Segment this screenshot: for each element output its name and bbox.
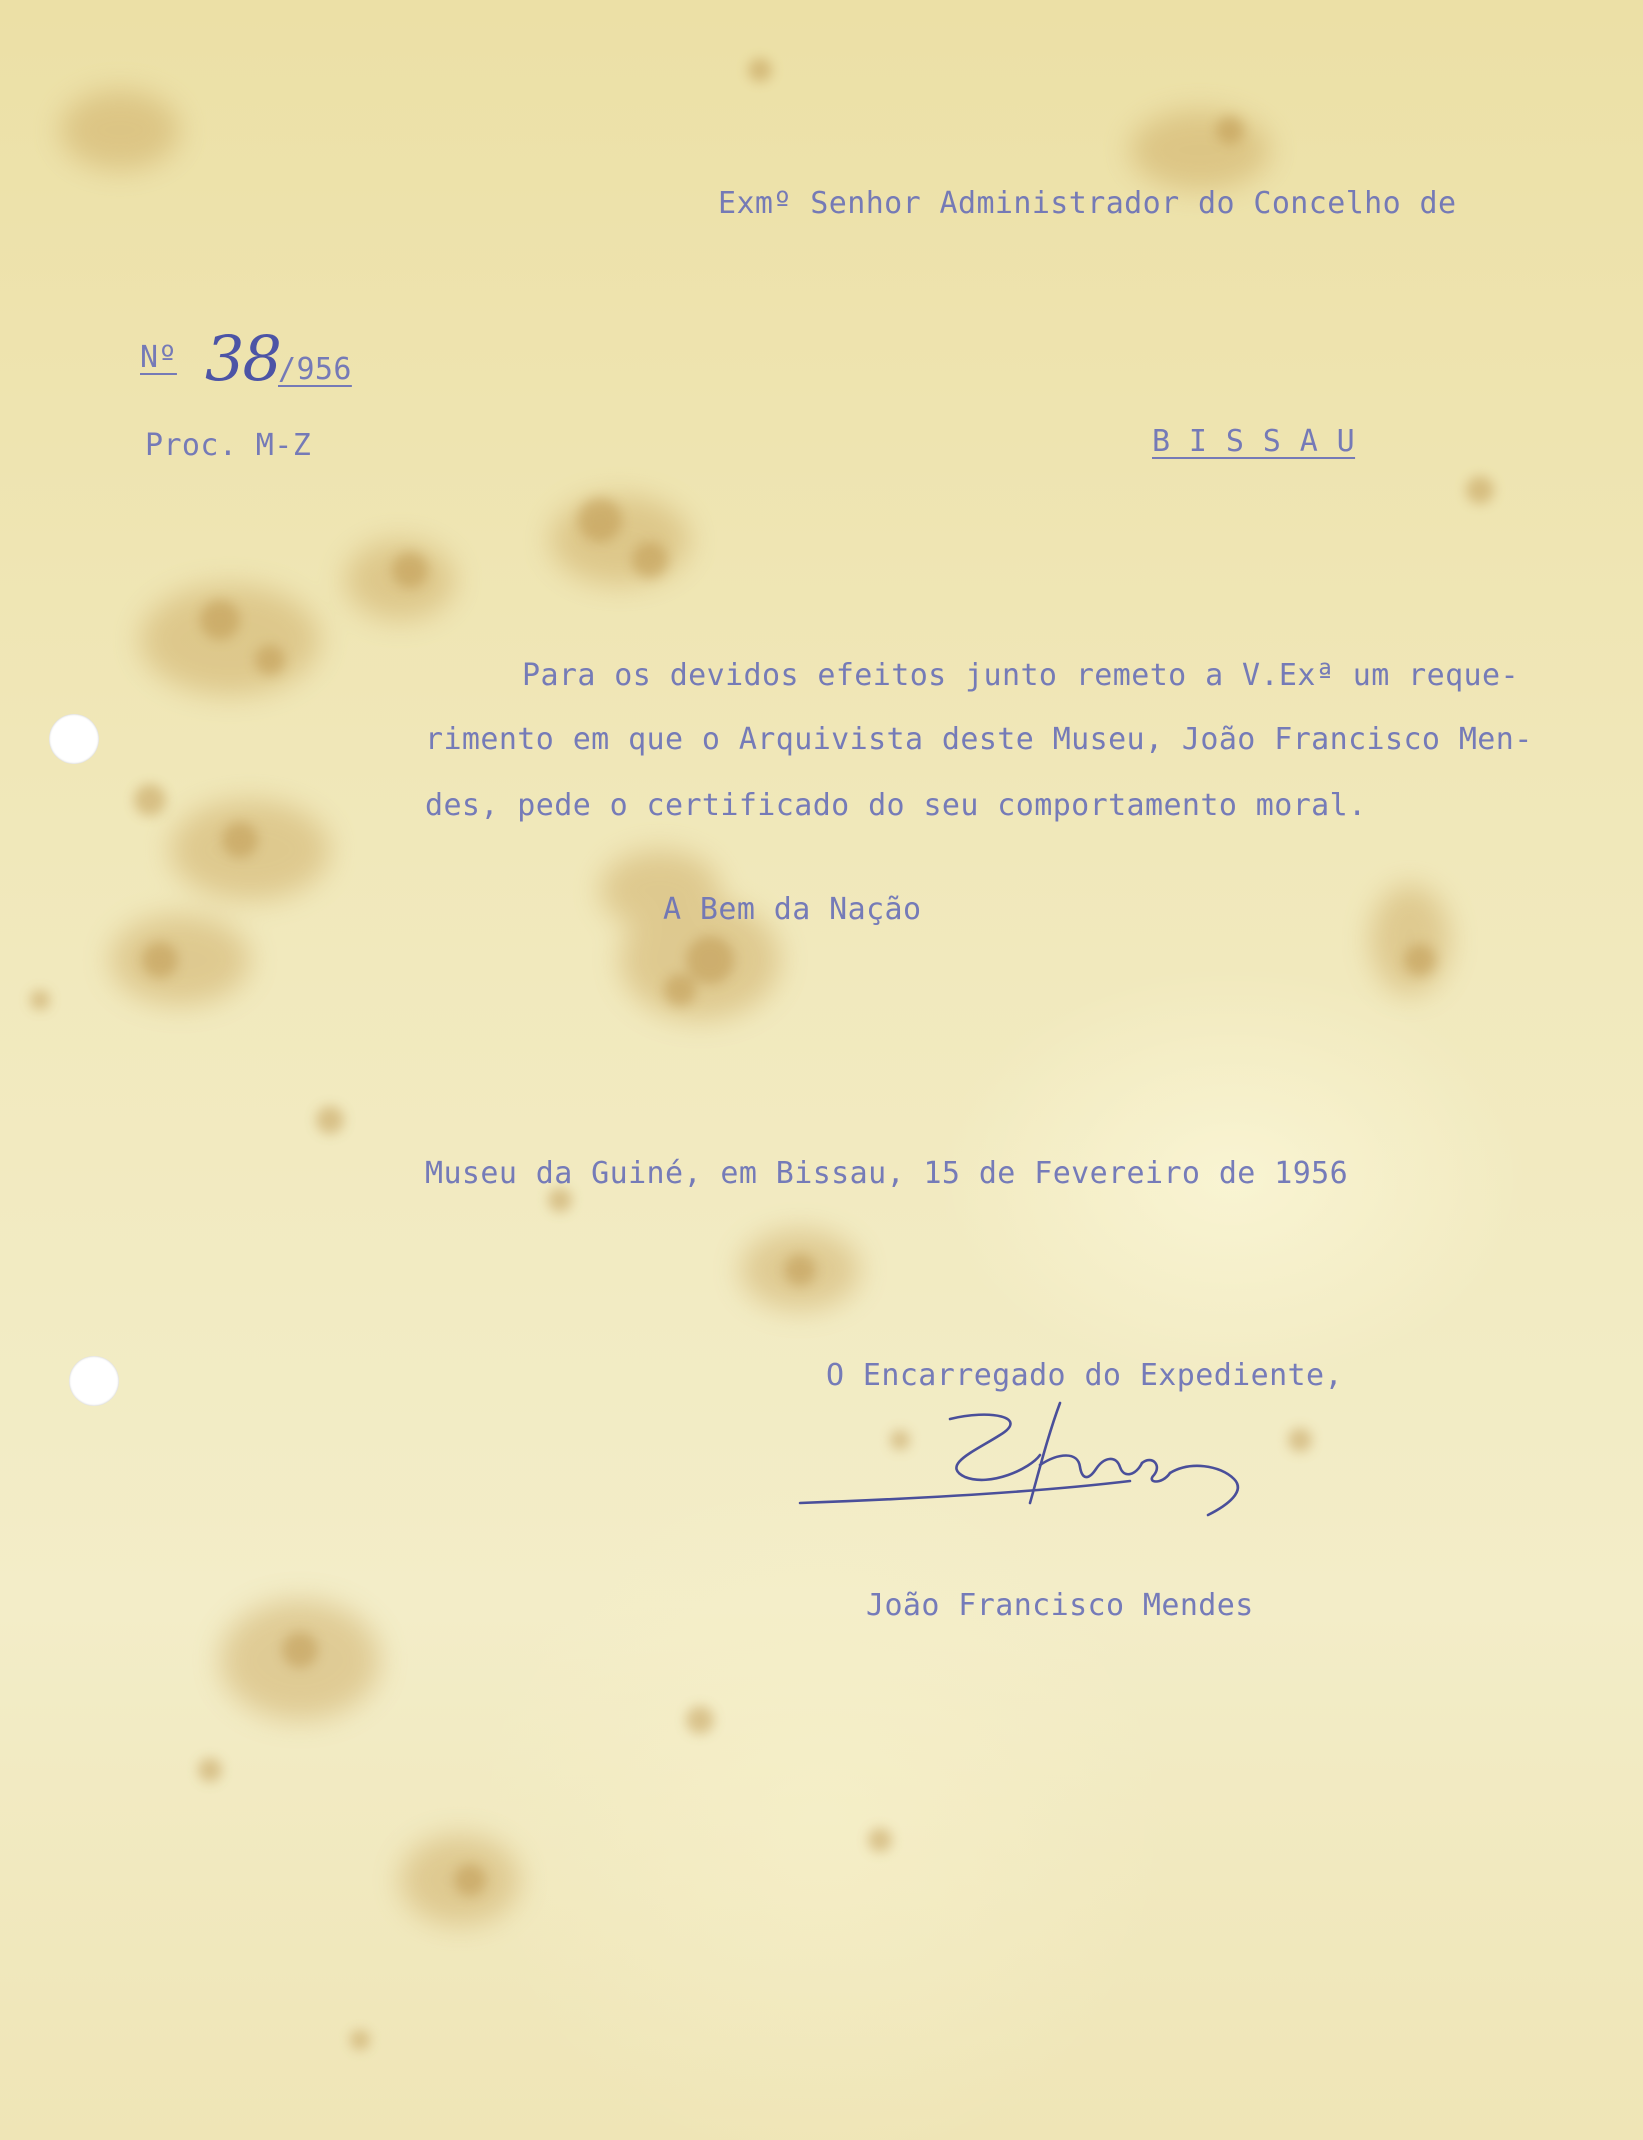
reference-year: /956: [278, 352, 352, 387]
salutation: A Bem da Nação: [663, 892, 922, 927]
process-reference: Proc. M-Z: [145, 428, 312, 463]
reference-prefix: Nº: [140, 340, 177, 375]
handwritten-signature: [790, 1395, 1270, 1525]
body-line-3: des, pede o certificado do seu comportamento moral.: [425, 788, 1367, 823]
city-heading: B I S S A U: [1152, 424, 1356, 459]
reference-handwritten-number: 38: [205, 322, 280, 395]
addressee-line: Exmº Senhor Administrador do Concelho de: [718, 186, 1457, 221]
punch-hole-lower: [69, 1356, 119, 1406]
signatory-name: João Francisco Mendes: [866, 1588, 1254, 1623]
place-date-line: Museu da Guiné, em Bissau, 15 de Fevereiro de 1956: [425, 1156, 1349, 1191]
signatory-title: O Encarregado do Expediente,: [826, 1358, 1343, 1393]
punch-hole-upper: [49, 714, 99, 764]
body-line-1: Para os devidos efeitos junto remeto a V.Exª um reque-: [522, 658, 1519, 693]
body-line-2: rimento em que o Arquivista deste Museu, João Francisco Men-: [425, 722, 1533, 757]
